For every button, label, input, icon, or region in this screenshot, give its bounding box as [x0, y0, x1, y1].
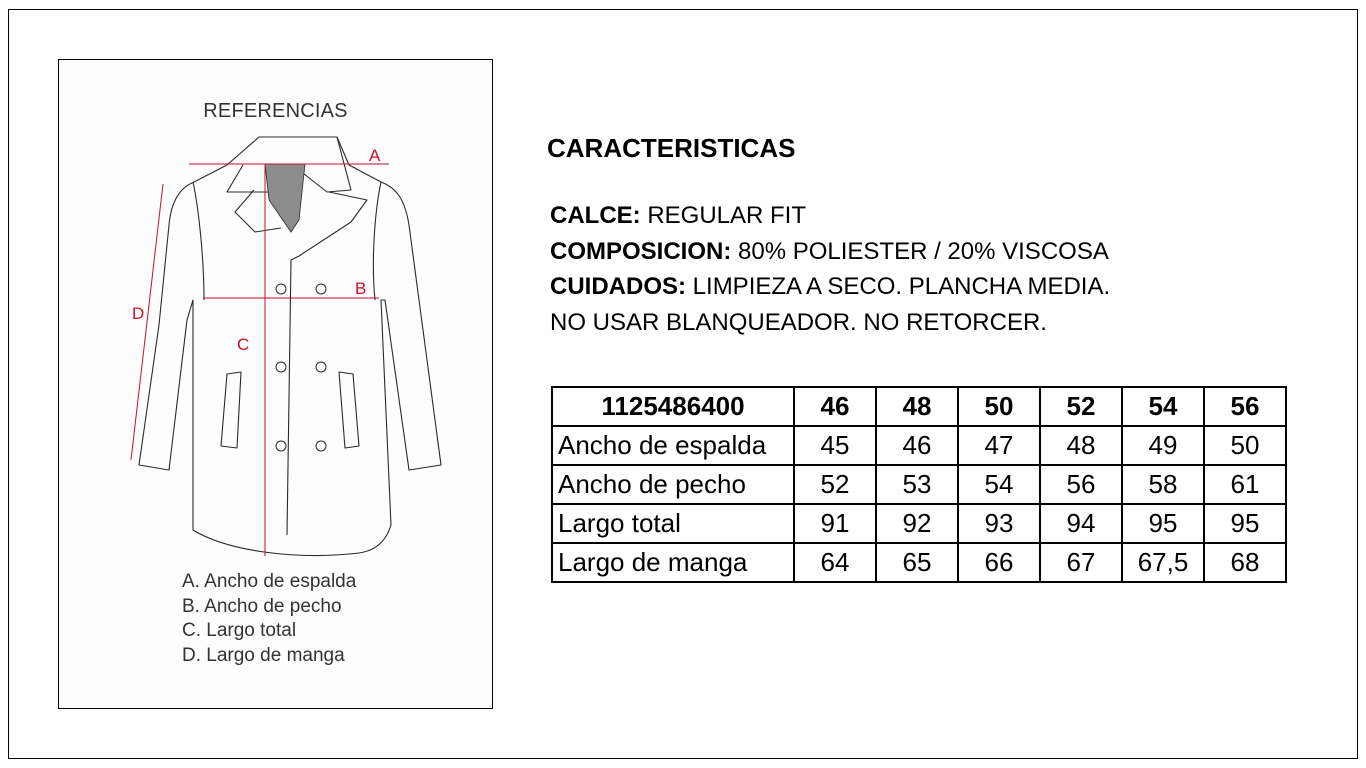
row-label: Largo de manga [552, 543, 794, 582]
reference-legend [182, 570, 356, 668]
reference-panel [58, 59, 493, 709]
table-cell: 67 [1040, 543, 1122, 582]
table-cell: 91 [794, 504, 876, 543]
table-header-row [552, 387, 1286, 426]
table-cell: 68 [1204, 543, 1286, 582]
product-code-cell: 1125486400 [552, 387, 794, 426]
marker-b: B [355, 279, 367, 298]
table-cell: 52 [794, 465, 876, 504]
button [316, 362, 326, 372]
button [276, 441, 286, 451]
table-row [552, 504, 1286, 543]
table-cell: 48 [1040, 426, 1122, 465]
right-pocket [339, 372, 359, 448]
front-edge [287, 260, 291, 535]
right-lapel [291, 192, 367, 260]
marker-a: A [369, 146, 381, 165]
table-cell: 93 [958, 504, 1040, 543]
table-cell: 50 [1204, 426, 1286, 465]
marker-d: D [132, 304, 145, 323]
row-label: Ancho de espalda [552, 426, 794, 465]
table-cell: 49 [1122, 426, 1204, 465]
table-cell: 47 [958, 426, 1040, 465]
size-table [551, 386, 1287, 583]
marker-c: C [237, 335, 250, 354]
reference-title: REFERENCIAS [203, 100, 348, 122]
care-line [550, 269, 1110, 305]
size-header: 48 [876, 387, 958, 426]
table-cell: 92 [876, 504, 958, 543]
size-header: 54 [1122, 387, 1204, 426]
table-cell: 54 [958, 465, 1040, 504]
legend-item: B. Ancho de pecho [182, 595, 342, 617]
table-cell: 45 [794, 426, 876, 465]
composition-value: 80% POLIESTER / 20% VISCOSA [738, 237, 1109, 265]
characteristics-lines [550, 198, 1110, 340]
size-header: 46 [794, 387, 876, 426]
care-line-2: NO USAR BLANQUEADOR. NO RETORCER. [550, 308, 1047, 336]
characteristics-heading: CARACTERISTICAS [547, 133, 796, 163]
fit-label: CALCE: [550, 202, 641, 229]
table-cell: 65 [876, 543, 958, 582]
table-cell: 95 [1204, 504, 1286, 543]
size-header: 52 [1040, 387, 1122, 426]
button [276, 362, 286, 372]
left-pocket [221, 372, 241, 448]
legend-item: D. Largo de manga [182, 644, 345, 666]
table-row [552, 543, 1286, 582]
care-label: CUIDADOS: [550, 273, 686, 300]
table-cell: 61 [1204, 465, 1286, 504]
table-cell: 64 [794, 543, 876, 582]
fit-value: REGULAR FIT [647, 202, 807, 229]
table-cell: 94 [1040, 504, 1122, 543]
lapel-shade [265, 164, 305, 232]
row-label: Ancho de pecho [552, 465, 794, 504]
care-value: LIMPIEZA A SECO. PLANCHA MEDIA. [692, 273, 1111, 300]
button [316, 284, 326, 294]
size-header: 50 [958, 387, 1040, 426]
left-sleeve-seam [193, 182, 204, 300]
table-cell: 56 [1040, 465, 1122, 504]
table-row [552, 465, 1286, 504]
composition-line [550, 234, 1110, 270]
table-cell: 46 [876, 426, 958, 465]
size-header: 56 [1204, 387, 1286, 426]
right-sleeve-seam [373, 182, 381, 300]
table-cell: 95 [1122, 504, 1204, 543]
composition-label: COMPOSICION: [550, 237, 732, 265]
table-cell: 53 [876, 465, 958, 504]
button [316, 441, 326, 451]
row-label: Largo total [552, 504, 794, 543]
button [276, 284, 286, 294]
table-cell: 58 [1122, 465, 1204, 504]
legend-item: C. Largo total [182, 620, 297, 641]
legend-item: A. Ancho de espalda [182, 571, 357, 592]
table-row [552, 426, 1286, 465]
table-cell: 66 [958, 543, 1040, 582]
table-cell: 67,5 [1122, 543, 1204, 582]
fit-line [550, 198, 1110, 234]
